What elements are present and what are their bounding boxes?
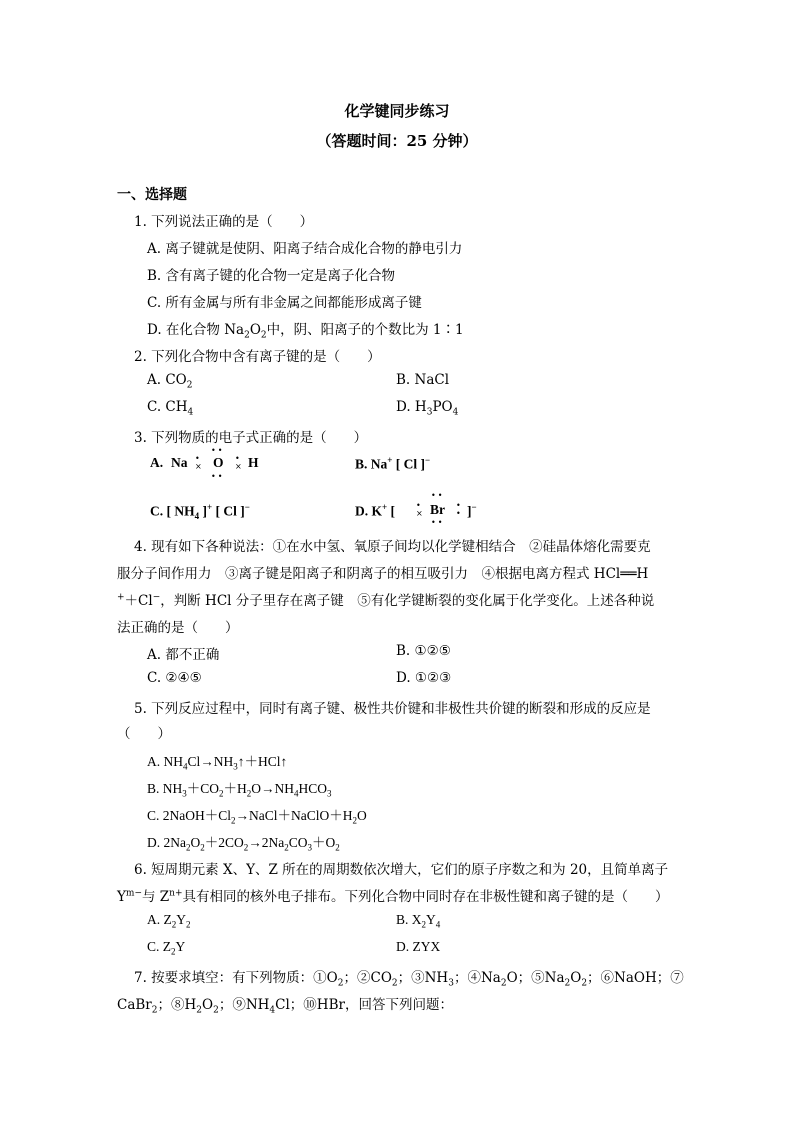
q4-line-2: 服分子间作用力 ③离子键是阳离子和阴离子的相互吸引力 ④根据电离方程式 HCl══H (117, 566, 649, 582)
q3-a-na: Na (171, 455, 188, 470)
q2-option-c: C. $CH_4$ (147, 399, 194, 418)
q4-option-c: C. ②④⑤ (147, 670, 202, 686)
electron-dots: •• (211, 446, 225, 455)
q5-option-d: D. $2Na_2O_2+2CO_2\to 2Na_2CO_3+O_2$ (147, 835, 340, 853)
q1-option-d: D. 在化合物 $Na_2O_2$中，阴、阳离子的个数比为 1∶1 (147, 322, 464, 341)
q1-option-b: B. 含有离子键的化合物一定是离子化合物 (147, 268, 396, 284)
q6-option-b: B. $X_2Y_4$ (396, 912, 441, 930)
q7-line-1: 7. 按要求填空：有下列物质：$①O_2$；$②CO_2$；$③NH_3$；$④Na_2O$；$⑤Na_2O_2$；⑥NaOH；⑦ (134, 970, 684, 989)
q2-option-d: D. $H_3PO_4$ (396, 399, 459, 418)
electron-dots: •• (211, 472, 225, 481)
q1-stem: 1. 下列说法正确的是（ ） (134, 214, 314, 230)
electron-dots: •• (431, 518, 445, 527)
q5-line-2: （ ） (117, 726, 171, 742)
q5-option-a: A. $NH_4Cl\to NH_3↑+HCl↑$ (147, 754, 288, 772)
q3-d-br: Br (430, 502, 445, 517)
q3-a-h: H (248, 455, 259, 470)
electron-dots: • × (195, 454, 204, 471)
q2-option-a: A. $CO_2$ (147, 372, 193, 391)
page-subtitle: （答题时间：25 分钟） (316, 132, 478, 150)
q3-d-label: D. K+ [ (355, 502, 396, 519)
electron-dots: • × (235, 454, 244, 471)
q7-line-2: CaBr$_2$；$⑧H_2O_2$；$⑨NH_4Cl$；⑩HBr，回答下列问题： (117, 997, 453, 1016)
electron-dots: • • (456, 501, 463, 518)
q4-option-b: B. ①②⑤ (396, 643, 451, 659)
q4-line-1: 4. 现有如下各种说法：①在水中氢、氧原子间均以化学键相结合 ②硅晶体熔化需要克 (134, 539, 651, 555)
q6-option-d: D. ZYX (396, 939, 441, 954)
q2-option-b: B. NaCl (396, 372, 450, 388)
electron-dots: • × (416, 501, 425, 518)
q6-option-c: C. $Z_2Y$ (147, 939, 186, 957)
q3-stem: 3. 下列物质的电子式正确的是（ ） (134, 430, 368, 446)
q4-line-4: 法正确的是（ ） (117, 620, 239, 636)
q3-option-c: C. [ $NH_4$ ]+ [ Cl ]− (150, 502, 250, 522)
q6-line-2: $Y^{m-}$与 $Z^{n+}$具有相同的核外电子排布。下列化合物中同时存在非极性键和离子键的是（ ） (117, 888, 669, 905)
q3-option-b: B. Na+ [ Cl ]− (355, 455, 431, 472)
q3-a-label: A. (150, 455, 164, 470)
q4-line-3: +＋Cl−，判断 HCl 分子里存在离子键 ⑤有化学键断裂的变化属于化学变化。上述各种说 (117, 592, 655, 609)
q4-option-d: D. ①②③ (396, 670, 452, 686)
q3-d-close: ]− (467, 502, 477, 519)
q6-option-a: A. $Z_2Y_2$ (147, 912, 191, 930)
q5-option-c: C. $2NaOH+Cl_2\to NaCl+NaClO+H_2O$ (147, 808, 367, 826)
section-heading: 一、选择题 (117, 187, 187, 203)
q6-line-1: 6. 短周期元素 X、Y、Z 所在的周期数依次增大，它们的原子序数之和为 20，且简单离子 (134, 862, 669, 878)
q5-option-b: B. $NH_3+CO_2+H_2O\to NH_4HCO_3$ (147, 781, 332, 799)
q2-stem: 2. 下列化合物中含有离子键的是（ ） (134, 349, 381, 365)
page-title: 化学键同步练习 (344, 102, 450, 120)
q5-line-1: 5. 下列反应过程中，同时有离子键、极性共价键和非极性共价键的断裂和形成的反应是 (134, 701, 651, 717)
q3-a-o: O (213, 455, 224, 470)
q1-option-a: A. 离子键就是使阴、阳离子结合成化合物的静电引力 (147, 241, 463, 257)
q1-option-c: C. 所有金属与所有非金属之间都能形成离子键 (147, 295, 422, 311)
q4-option-a: A. 都不正确 (147, 647, 220, 663)
electron-dots: •• (431, 491, 445, 500)
